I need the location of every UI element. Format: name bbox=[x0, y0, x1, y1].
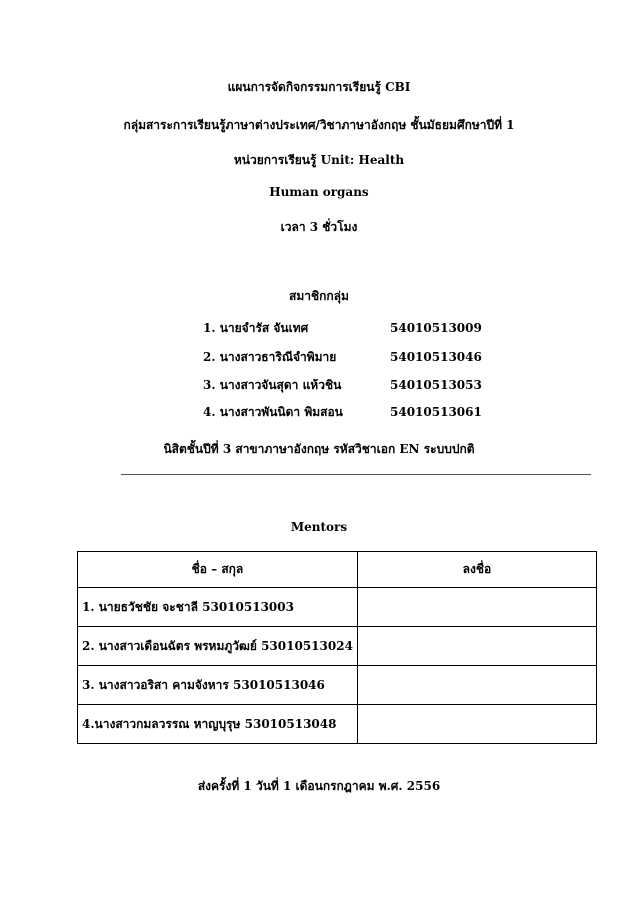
mentor-name: 1. นายธวัชชัย จะชาลี 53010513003 bbox=[78, 588, 358, 627]
member-id: 54010513046 bbox=[390, 350, 482, 364]
table-row bbox=[78, 705, 597, 744]
member-id: 54010513061 bbox=[390, 405, 482, 419]
document-title: แผนการจัดกิจกรรมการเรียนรู้ CBI bbox=[227, 80, 411, 94]
members-heading: สมาชิกกลุ่ม bbox=[289, 289, 349, 303]
signature-cell bbox=[357, 627, 596, 666]
member-id: 54010513053 bbox=[390, 378, 482, 392]
mentor-name: 3. นางสาวอริสา คามจังหาร 53010513046 bbox=[78, 666, 358, 705]
member-name: 3. นางสาวจันสุดา แห้วชิน bbox=[203, 378, 342, 392]
table-row bbox=[78, 588, 597, 627]
table-header-row bbox=[78, 552, 597, 588]
submission-line: ส่งครั้งที่ 1 วันที่ 1 เดือนกรกฎาคม พ.ศ. 2556 bbox=[197, 779, 441, 793]
signature-cell bbox=[357, 666, 596, 705]
mentor-name: 2. นางสาวเดือนฉัตร พรหมภูวัฒย์ 53010513024 bbox=[78, 627, 358, 666]
section-divider bbox=[121, 474, 591, 475]
column-header-name: ชื่อ – สกุล bbox=[78, 552, 358, 588]
mentor-name: 4.นางสาวกมลวรรณ หาญบุรุษ 53010513048 bbox=[78, 705, 358, 744]
subject-line: กลุ่มสาระการเรียนรู้ภาษาต่างประเทศ/วิชาภาษาอังกฤษ ชั้นมัธยมศึกษาปีที่ 1 bbox=[123, 118, 515, 132]
table-row bbox=[78, 627, 597, 666]
column-header-signature: ลงชื่อ bbox=[357, 552, 596, 588]
member-name: 2. นางสาวธาริณีจำพิมาย bbox=[203, 350, 337, 364]
signature-cell bbox=[357, 588, 596, 627]
unit-line: หน่วยการเรียนรู้ Unit: Health bbox=[233, 153, 405, 167]
table-row bbox=[78, 666, 597, 705]
mentors-heading: Mentors bbox=[290, 520, 348, 534]
topic-line: Human organs bbox=[269, 185, 369, 199]
member-id: 54010513009 bbox=[390, 321, 482, 335]
duration-line: เวลา 3 ชั่วโมง bbox=[280, 220, 358, 234]
member-name: 4. นางสาวพันนิดา พิมสอน bbox=[203, 405, 343, 419]
program-line: นิสิตชั้นปีที่ 3 สาขาภาษาอังกฤษ รหัสวิชาเอก EN ระบบปกติ bbox=[163, 442, 475, 456]
mentors-table bbox=[77, 551, 597, 744]
signature-cell bbox=[357, 705, 596, 744]
member-name: 1. นายจำรัส จันเทศ bbox=[203, 321, 309, 335]
